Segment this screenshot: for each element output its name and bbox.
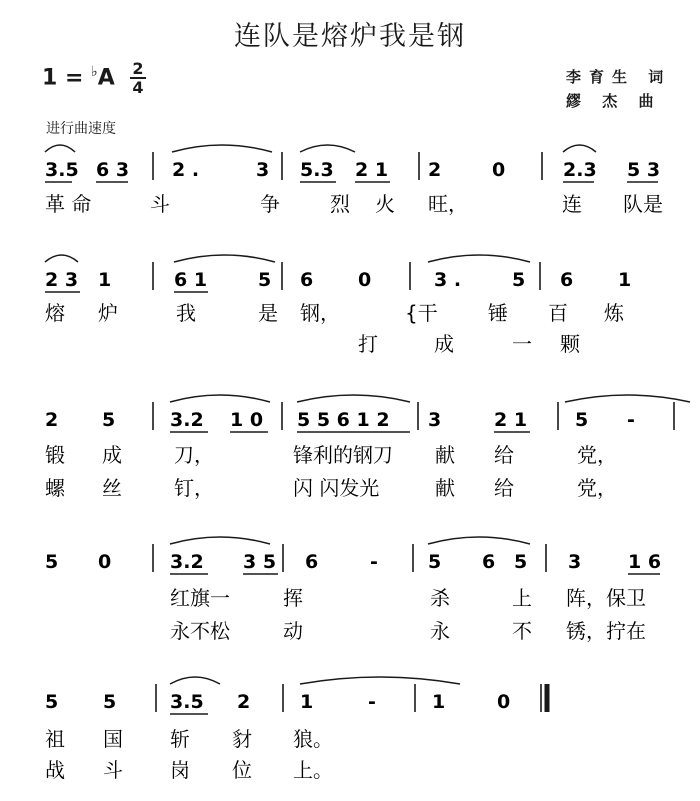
note-s2-9: 6	[560, 269, 574, 291]
lyric-s3-r1-7: 党，	[577, 443, 617, 467]
note-s1-2: 6 3	[96, 159, 130, 181]
song-title: 连队是熔炉我是钢	[234, 21, 466, 52]
note-s1-6: 2 1	[355, 159, 389, 181]
lyric-s4-r1-3: 杀	[430, 586, 450, 610]
note-s3-5: 5 5 6 1 2	[297, 409, 390, 431]
lyric-s2-r1-7: 锤	[488, 301, 508, 325]
lyric-s4-r2-4: 不	[512, 619, 532, 643]
lyric-s3-r1-1: 锻	[45, 443, 65, 467]
note-s5-6: -	[368, 691, 376, 713]
tempo-marking: 进行曲速度	[46, 121, 116, 137]
lyric-s3-r1-6: 给	[494, 443, 514, 467]
note-s4-7: 5	[428, 551, 442, 573]
lyric-s2-r1-4: 是	[258, 301, 278, 325]
note-s5-2: 5	[103, 691, 117, 713]
note-s3-4: 1 0	[230, 409, 264, 431]
slur-arc-7	[428, 255, 530, 262]
lyric-s2-r2-7: 成	[434, 332, 454, 356]
note-s4-10: 3	[568, 551, 582, 573]
note-s1-10: 5 3	[627, 159, 661, 181]
lyric-s1-r1-1: 革 命	[45, 192, 92, 216]
lyric-s3-r1-4: 锋利的钢刀	[293, 443, 393, 467]
lyric-s5-r2-3: 岗	[170, 758, 190, 782]
slur-arc-11	[170, 537, 270, 544]
lyric-s4-r2-1: 永不松	[170, 619, 230, 643]
lyric-s5-r2-1: 战	[45, 758, 65, 782]
lyric-s1-r1-2: 斗	[150, 192, 170, 216]
lyric-s4-r1-1: 红旗一	[170, 586, 230, 610]
note-s1-7: 2	[428, 159, 442, 181]
note-s4-3: 3.2	[170, 551, 204, 573]
lyric-s2-r1-5: 钢，	[300, 301, 340, 325]
lyric-s4-r2-5: 锈，拧在	[566, 619, 646, 643]
lyric-s1-r1-4: 烈	[330, 192, 350, 216]
lyric-s2-r1-2: 炉	[98, 301, 118, 325]
flat-sign: ♭	[91, 64, 98, 80]
slur-arc-5	[45, 255, 78, 262]
lyric-s4-r1-2: 挥	[283, 586, 303, 610]
note-s5-8: 0	[497, 691, 511, 713]
key-letter: A	[97, 65, 115, 91]
note-s5-3: 3.5	[170, 691, 204, 713]
note-s2-3: 6 1	[174, 269, 208, 291]
lyric-s5-r1-1: 祖	[45, 727, 65, 751]
note-s3-7: 2 1	[494, 409, 528, 431]
lyric-s5-r1-4: 豺	[232, 727, 252, 751]
composer-credit: 繆 杰 曲	[566, 92, 662, 110]
note-s2-7: 3 .	[434, 269, 462, 291]
note-s1-5: 5.3	[300, 159, 334, 181]
lyric-s5-r2-5: 上。	[293, 758, 333, 782]
slur-arc-9	[297, 395, 410, 402]
lyric-s2-r1-1: 熔	[45, 301, 65, 325]
note-s1-1: 3.5	[45, 159, 79, 181]
slur-arc-1	[45, 145, 75, 152]
note-s1-4: 3	[256, 159, 270, 181]
lyric-s3-r2-5: 献	[435, 476, 455, 500]
lyric-s3-r2-1: 螺	[45, 476, 65, 500]
time-signature-bottom: 4	[132, 78, 144, 97]
lyric-s1-r1-6: 旺，	[428, 192, 468, 216]
note-s2-8: 5	[512, 269, 526, 291]
note-s4-1: 5	[45, 551, 59, 573]
note-s2-5: 6	[300, 269, 314, 291]
key-prefix: 1 =	[42, 65, 84, 91]
note-s4-6: -	[370, 551, 378, 573]
note-s5-1: 5	[45, 691, 59, 713]
slur-arc-6	[174, 255, 275, 262]
note-s5-4: 2	[237, 691, 251, 713]
slur-arc-3	[300, 145, 355, 152]
note-s1-9: 2.3	[563, 159, 597, 181]
note-s1-3: 2 .	[172, 159, 200, 181]
slur-arc-14	[300, 677, 460, 684]
lyric-s2-r1-9: 炼	[604, 301, 624, 325]
lyric-s2-r2-9: 颗	[560, 332, 580, 356]
lyric-s2-r1-8: 百	[548, 301, 568, 325]
lyric-s1-r1-7: 连	[562, 192, 582, 216]
lyricist-credit: 李育生 词	[566, 68, 672, 86]
note-s2-10: 1	[618, 269, 632, 291]
lyric-s3-r2-3: 钉，	[174, 476, 214, 500]
note-s4-9: 5	[514, 551, 528, 573]
lyric-s5-r1-5: 狼。	[293, 727, 333, 751]
note-s2-1: 2 3	[45, 269, 79, 291]
lyric-s2-r2-6: 打	[358, 332, 378, 356]
lyric-s4-r1-4: 上	[512, 586, 532, 610]
slur-arc-2	[172, 145, 272, 152]
note-s2-6: 0	[358, 269, 372, 291]
note-s4-11: 1 6	[628, 551, 662, 573]
lyric-s3-r2-6: 给	[494, 476, 514, 500]
lyric-s4-r2-3: 永	[430, 619, 450, 643]
note-s3-3: 3.2	[170, 409, 204, 431]
slur-arc-12	[428, 537, 530, 544]
lyric-s2-r1-6: {干	[405, 301, 438, 325]
note-s3-6: 3	[428, 409, 442, 431]
lyric-s4-r2-2: 动	[283, 619, 303, 643]
lyric-s1-r1-5: 火	[375, 192, 395, 216]
note-s1-8: 0	[492, 159, 506, 181]
slur-arc-10	[565, 395, 690, 402]
lyric-s5-r1-3: 斩	[170, 727, 190, 751]
slur-arc-4	[563, 145, 596, 152]
lyric-s2-r2-8: 一	[512, 332, 532, 356]
lyric-s1-r1-3: 争	[260, 192, 280, 216]
note-s4-5: 6	[305, 551, 319, 573]
lyric-s2-r1-3: 我	[176, 301, 196, 325]
note-s4-8: 6	[482, 551, 496, 573]
lyric-s5-r1-2: 国	[103, 727, 123, 751]
note-s4-2: 0	[98, 551, 112, 573]
lyric-s3-r1-3: 刀，	[174, 443, 214, 467]
note-s3-1: 2	[45, 409, 59, 431]
slur-arc-8	[170, 395, 270, 402]
note-s3-8: 5	[575, 409, 589, 431]
lyric-s3-r2-4: 闪 闪发光	[293, 476, 380, 500]
lyric-s3-r2-7: 党，	[577, 476, 617, 500]
lyric-s4-r1-5: 阵，保卫	[566, 586, 646, 610]
note-s4-4: 3 5	[243, 551, 277, 573]
lyric-s3-r1-2: 成	[102, 443, 122, 467]
note-s3-2: 5	[102, 409, 116, 431]
lyric-s3-r2-2: 丝	[102, 476, 122, 500]
lyric-s5-r2-2: 斗	[103, 758, 123, 782]
note-s5-5: 1	[300, 691, 314, 713]
lyric-s3-r1-5: 献	[435, 443, 455, 467]
note-s5-7: 1	[432, 691, 446, 713]
time-signature-top: 2	[132, 59, 144, 78]
slur-arc-13	[170, 677, 220, 684]
lyric-s5-r2-4: 位	[232, 758, 252, 782]
note-s2-2: 1	[98, 269, 112, 291]
note-s2-4: 5	[258, 269, 272, 291]
lyric-s1-r1-8: 队是	[623, 192, 663, 216]
note-s3-9: -	[627, 409, 635, 431]
